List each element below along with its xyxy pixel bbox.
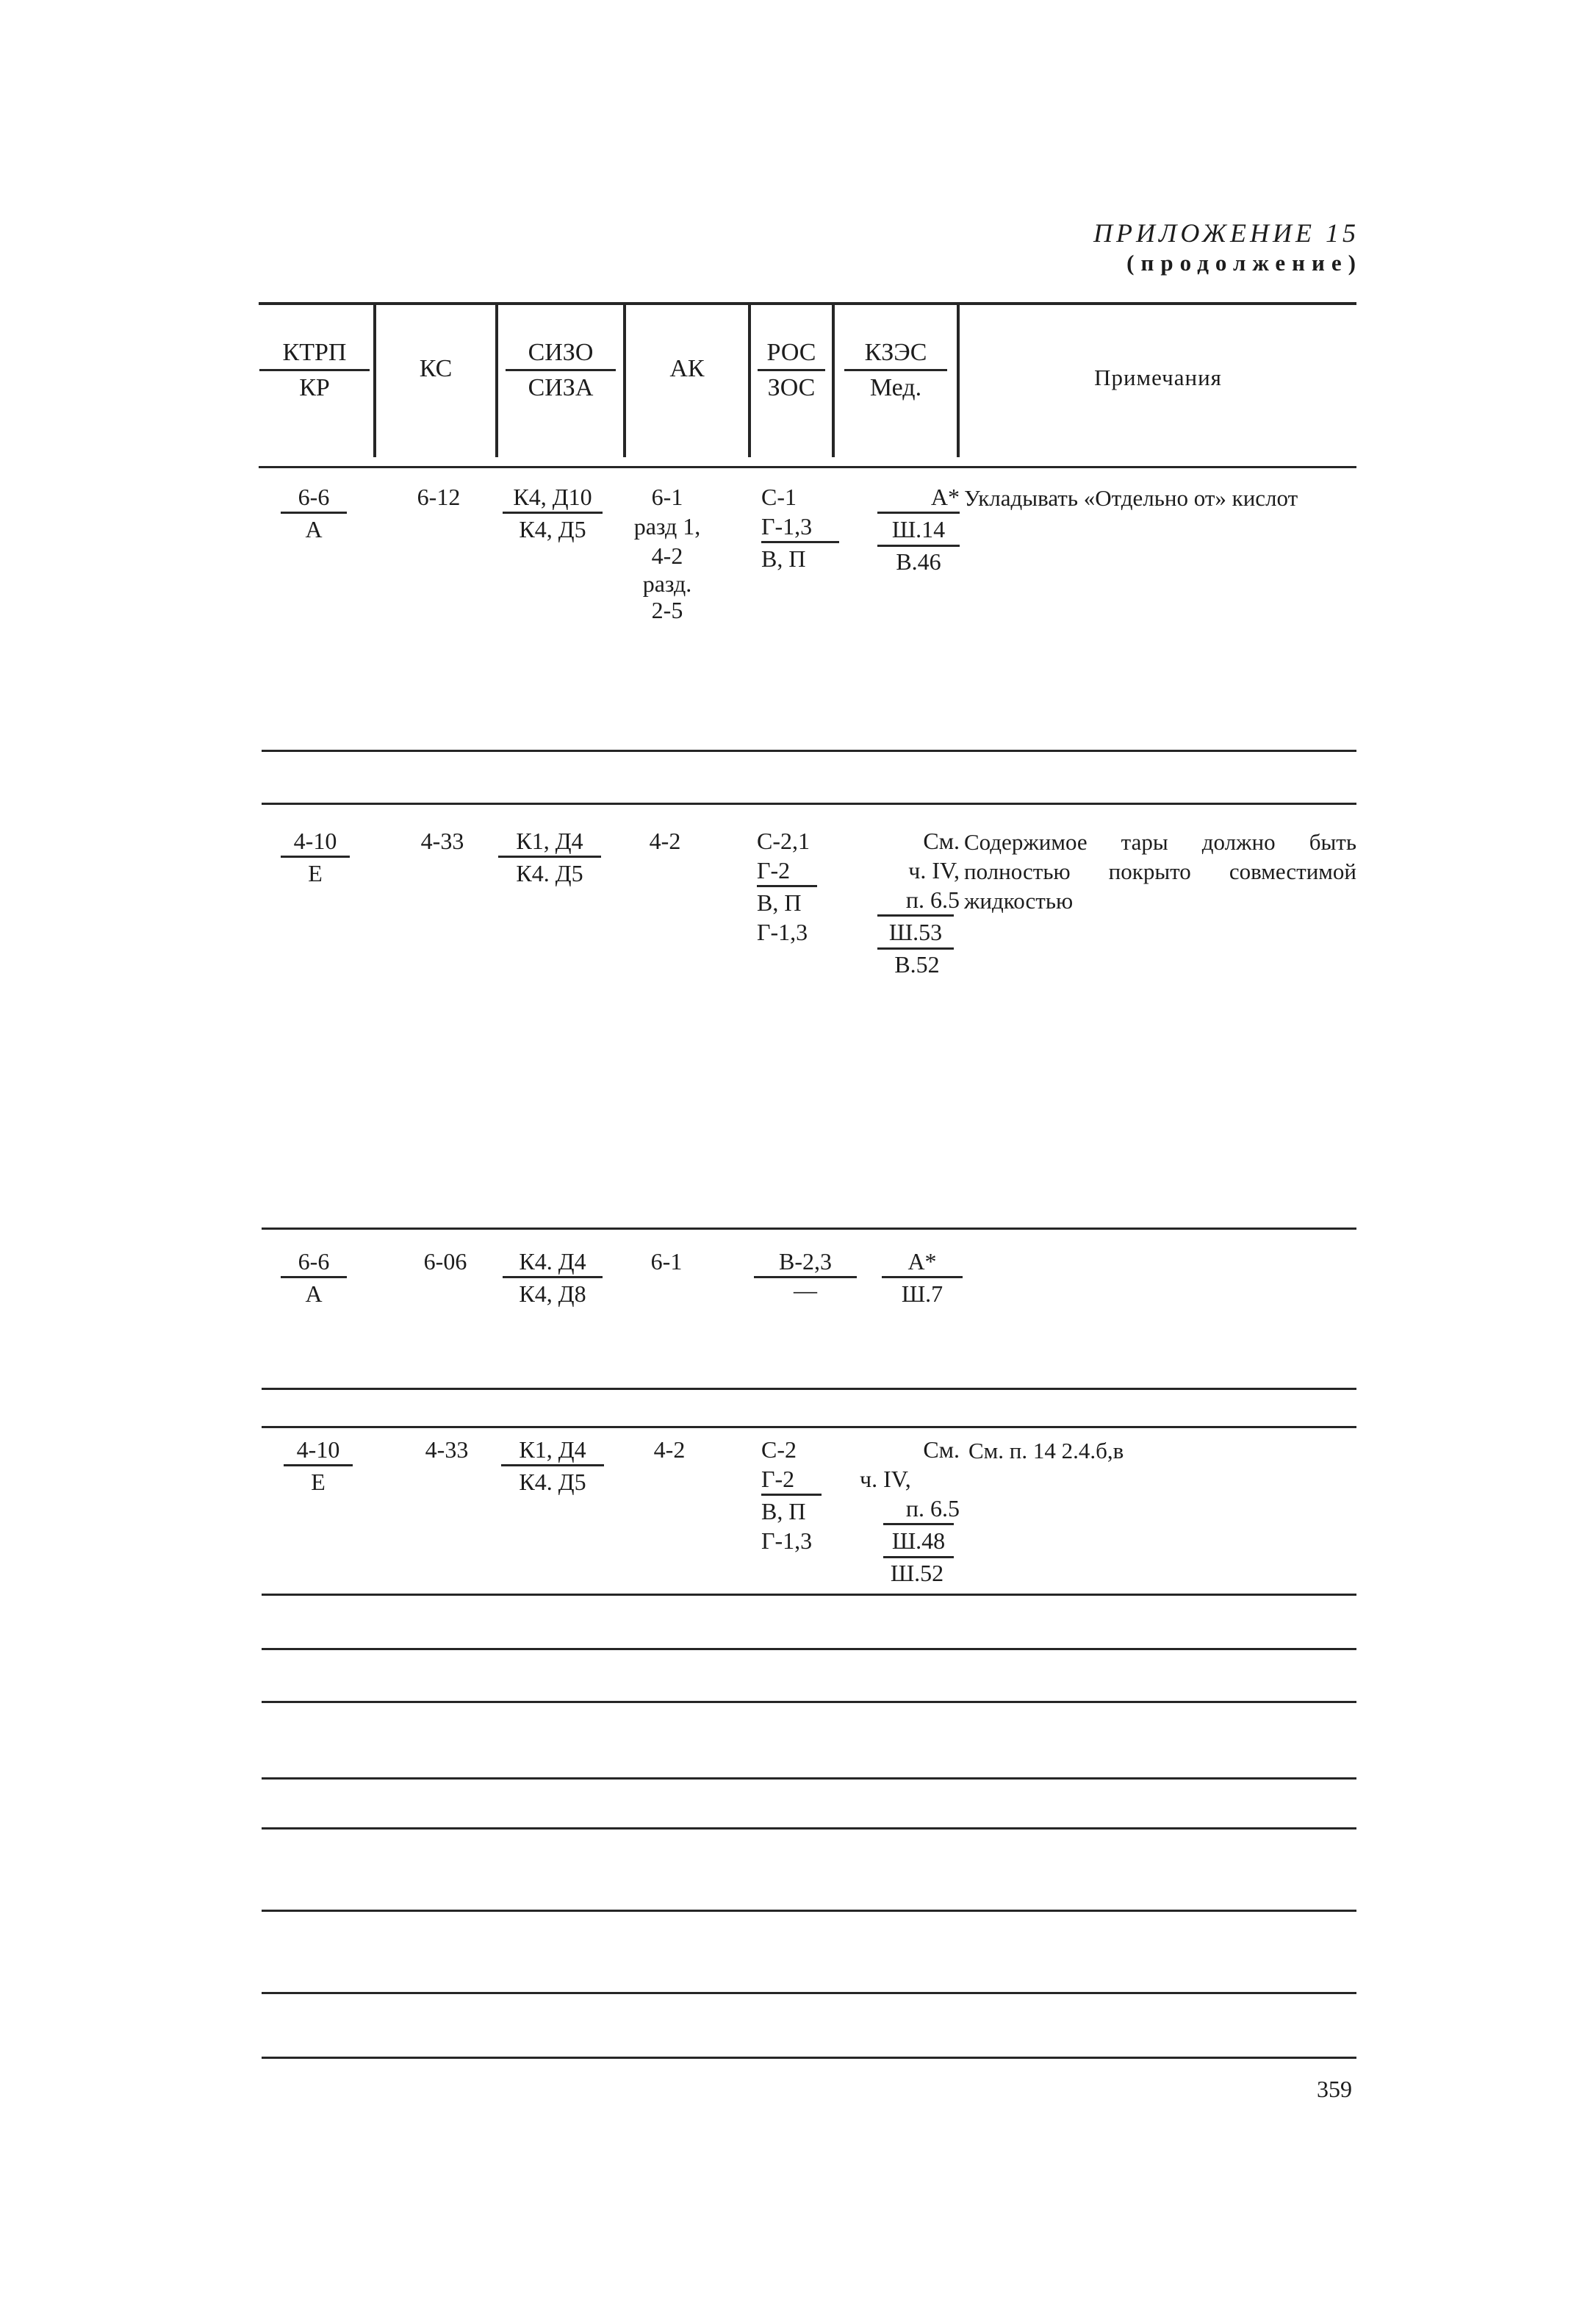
row3-siza: К4, Д8 xyxy=(503,1276,603,1308)
row4-kzes-line: ч. IV, xyxy=(860,1466,911,1492)
row3-kzes xyxy=(882,1247,963,1308)
empty-rule xyxy=(262,2057,1356,2059)
header-med: Мед. xyxy=(844,369,947,404)
header-ktrp-kr xyxy=(257,337,372,404)
row2-ros-line: Г-2 xyxy=(757,857,791,884)
row2-sizo-siza xyxy=(491,826,608,888)
table-top-rule xyxy=(259,302,1356,305)
row1-ktrp-kr xyxy=(281,482,347,544)
row4-siza: К4. Д5 xyxy=(501,1464,604,1497)
row4-kr: Е xyxy=(284,1464,353,1497)
row4-kzes-line: Ш.52 xyxy=(890,1560,944,1586)
appendix-title: ПРИЛОЖЕНИЕ 15 xyxy=(1093,218,1359,248)
page-number: 359 xyxy=(1317,2076,1352,2102)
empty-rule xyxy=(262,1648,1356,1650)
table-header-rule xyxy=(259,466,1356,468)
row3-ros-zos xyxy=(754,1247,857,1301)
header-ktrp: КТРП xyxy=(282,339,347,366)
row1-kzes-line: В.46 xyxy=(896,548,941,575)
row2-ktrp: 4-10 xyxy=(293,828,337,854)
row-separator xyxy=(262,750,1356,752)
row1-ak-line: разд. xyxy=(642,570,692,597)
row2-note: Содержимое тары должно быть полностью покрыто совместимой жидкостью xyxy=(964,829,1356,914)
row1-zos-line: В, П xyxy=(761,541,839,573)
row4-ros-zos xyxy=(761,1435,842,1555)
header-zos: ЗОС xyxy=(758,369,825,404)
row1-ak-line: 6-1 xyxy=(651,484,683,510)
header-ros: РОС xyxy=(766,339,816,366)
row4-ak: 4-2 xyxy=(653,1436,686,1463)
row1-ros-line: Г-1,3 xyxy=(761,513,813,540)
header-notes: Примечания xyxy=(1094,365,1222,390)
row4-zos-line: В, П xyxy=(761,1494,822,1526)
row-separator xyxy=(262,803,1356,805)
header-siza: СИЗА xyxy=(506,369,616,404)
row4-ros-line: Г-2 xyxy=(761,1466,795,1492)
empty-rule xyxy=(262,1777,1356,1780)
empty-rule xyxy=(262,1594,1356,1596)
row1-kzes-line: Ш.14 xyxy=(877,512,960,547)
row2-zos-line: В, П xyxy=(757,885,817,917)
row4-kzes-line: Ш.48 xyxy=(883,1523,954,1558)
row1-ros-zos xyxy=(761,482,842,573)
header-sizo-siza xyxy=(498,337,623,404)
row3-sizo: К4. Д4 xyxy=(519,1248,586,1275)
row4-sizo-siza xyxy=(494,1435,611,1497)
row3-sizo-siza xyxy=(494,1247,611,1308)
row2-ktrp-kr xyxy=(281,826,350,888)
appendix-subtitle: (продолжение) xyxy=(1126,250,1362,276)
row4-note: См. п. 14 2.4.б,в xyxy=(968,1438,1124,1463)
row1-kzes xyxy=(877,482,960,576)
row1-siza: К4, Д5 xyxy=(503,512,603,544)
header-kzes: КЗЭС xyxy=(864,339,927,366)
row3-ks: 6-06 xyxy=(423,1248,467,1275)
header-kzes-med xyxy=(835,337,957,404)
row3-kzes-line: А* xyxy=(907,1248,937,1275)
row4-kzes xyxy=(860,1435,960,1588)
row2-ks: 4-33 xyxy=(420,828,464,854)
row3-zos-line: — xyxy=(754,1276,857,1301)
row4-sizo: К1, Д4 xyxy=(519,1436,586,1463)
row1-kzes-line: А* xyxy=(930,484,960,510)
row-separator xyxy=(262,1426,1356,1428)
row2-sizo: К1, Д4 xyxy=(516,828,583,854)
row3-ktrp-kr xyxy=(281,1247,347,1308)
row1-kr: А xyxy=(281,512,347,544)
row4-zos-line: Г-1,3 xyxy=(761,1527,813,1554)
row2-zos-line: Г-1,3 xyxy=(757,919,808,945)
row2-ak: 4-2 xyxy=(649,828,681,854)
row3-kr: А xyxy=(281,1276,347,1308)
row4-kzes-line: См. xyxy=(923,1436,960,1463)
row1-ak-line: 2-5 xyxy=(651,597,683,623)
row1-ks: 6-12 xyxy=(417,484,461,510)
empty-rule xyxy=(262,1701,1356,1703)
row-separator xyxy=(262,1388,1356,1390)
row4-kzes-line: п. 6.5 xyxy=(905,1495,960,1522)
row3-kzes-line: Ш.7 xyxy=(882,1276,963,1308)
empty-rule xyxy=(262,1992,1356,1994)
empty-rule xyxy=(262,1827,1356,1829)
row2-kzes-line: См. xyxy=(923,828,960,854)
row1-sizo: К4, Д10 xyxy=(513,484,592,510)
header-sizo: СИЗО xyxy=(528,339,594,366)
empty-rule xyxy=(262,1910,1356,1912)
row2-kzes-line: В.52 xyxy=(894,951,940,978)
header-ak: АК xyxy=(669,355,705,382)
row1-sizo-siza xyxy=(494,482,611,544)
row2-kzes-line: Ш.53 xyxy=(877,914,954,950)
row1-ak-line: 4-2 xyxy=(651,542,683,569)
row1-ak xyxy=(616,482,719,623)
row2-kr: Е xyxy=(281,856,350,888)
row1-ros-line: С-1 xyxy=(761,484,797,510)
row3-ktrp: 6-6 xyxy=(298,1248,330,1275)
row1-note: Укладывать «Отдельно от» кислот xyxy=(964,485,1298,511)
row2-ros-zos xyxy=(757,826,838,947)
row2-kzes-line: ч. IV, xyxy=(908,857,960,884)
row3-ak: 6-1 xyxy=(650,1248,683,1275)
row1-ktrp: 6-6 xyxy=(298,484,330,510)
row4-ktrp-kr xyxy=(284,1435,353,1497)
row4-ks: 4-33 xyxy=(425,1436,469,1463)
row4-ros-line: С-2 xyxy=(761,1436,797,1463)
row1-ak-line: разд 1, xyxy=(633,513,701,540)
row2-kzes-line: п. 6.5 xyxy=(905,886,960,913)
row3-ros-line: В-2,3 xyxy=(779,1248,832,1275)
row2-kzes xyxy=(860,826,960,979)
header-kr: КР xyxy=(259,369,370,404)
row-separator xyxy=(262,1228,1356,1230)
row2-ros-line: С-2,1 xyxy=(757,828,810,854)
header-ks: КС xyxy=(419,355,453,382)
row2-siza: К4. Д5 xyxy=(498,856,601,888)
row4-ktrp: 4-10 xyxy=(296,1436,340,1463)
header-ros-zos xyxy=(751,337,832,404)
